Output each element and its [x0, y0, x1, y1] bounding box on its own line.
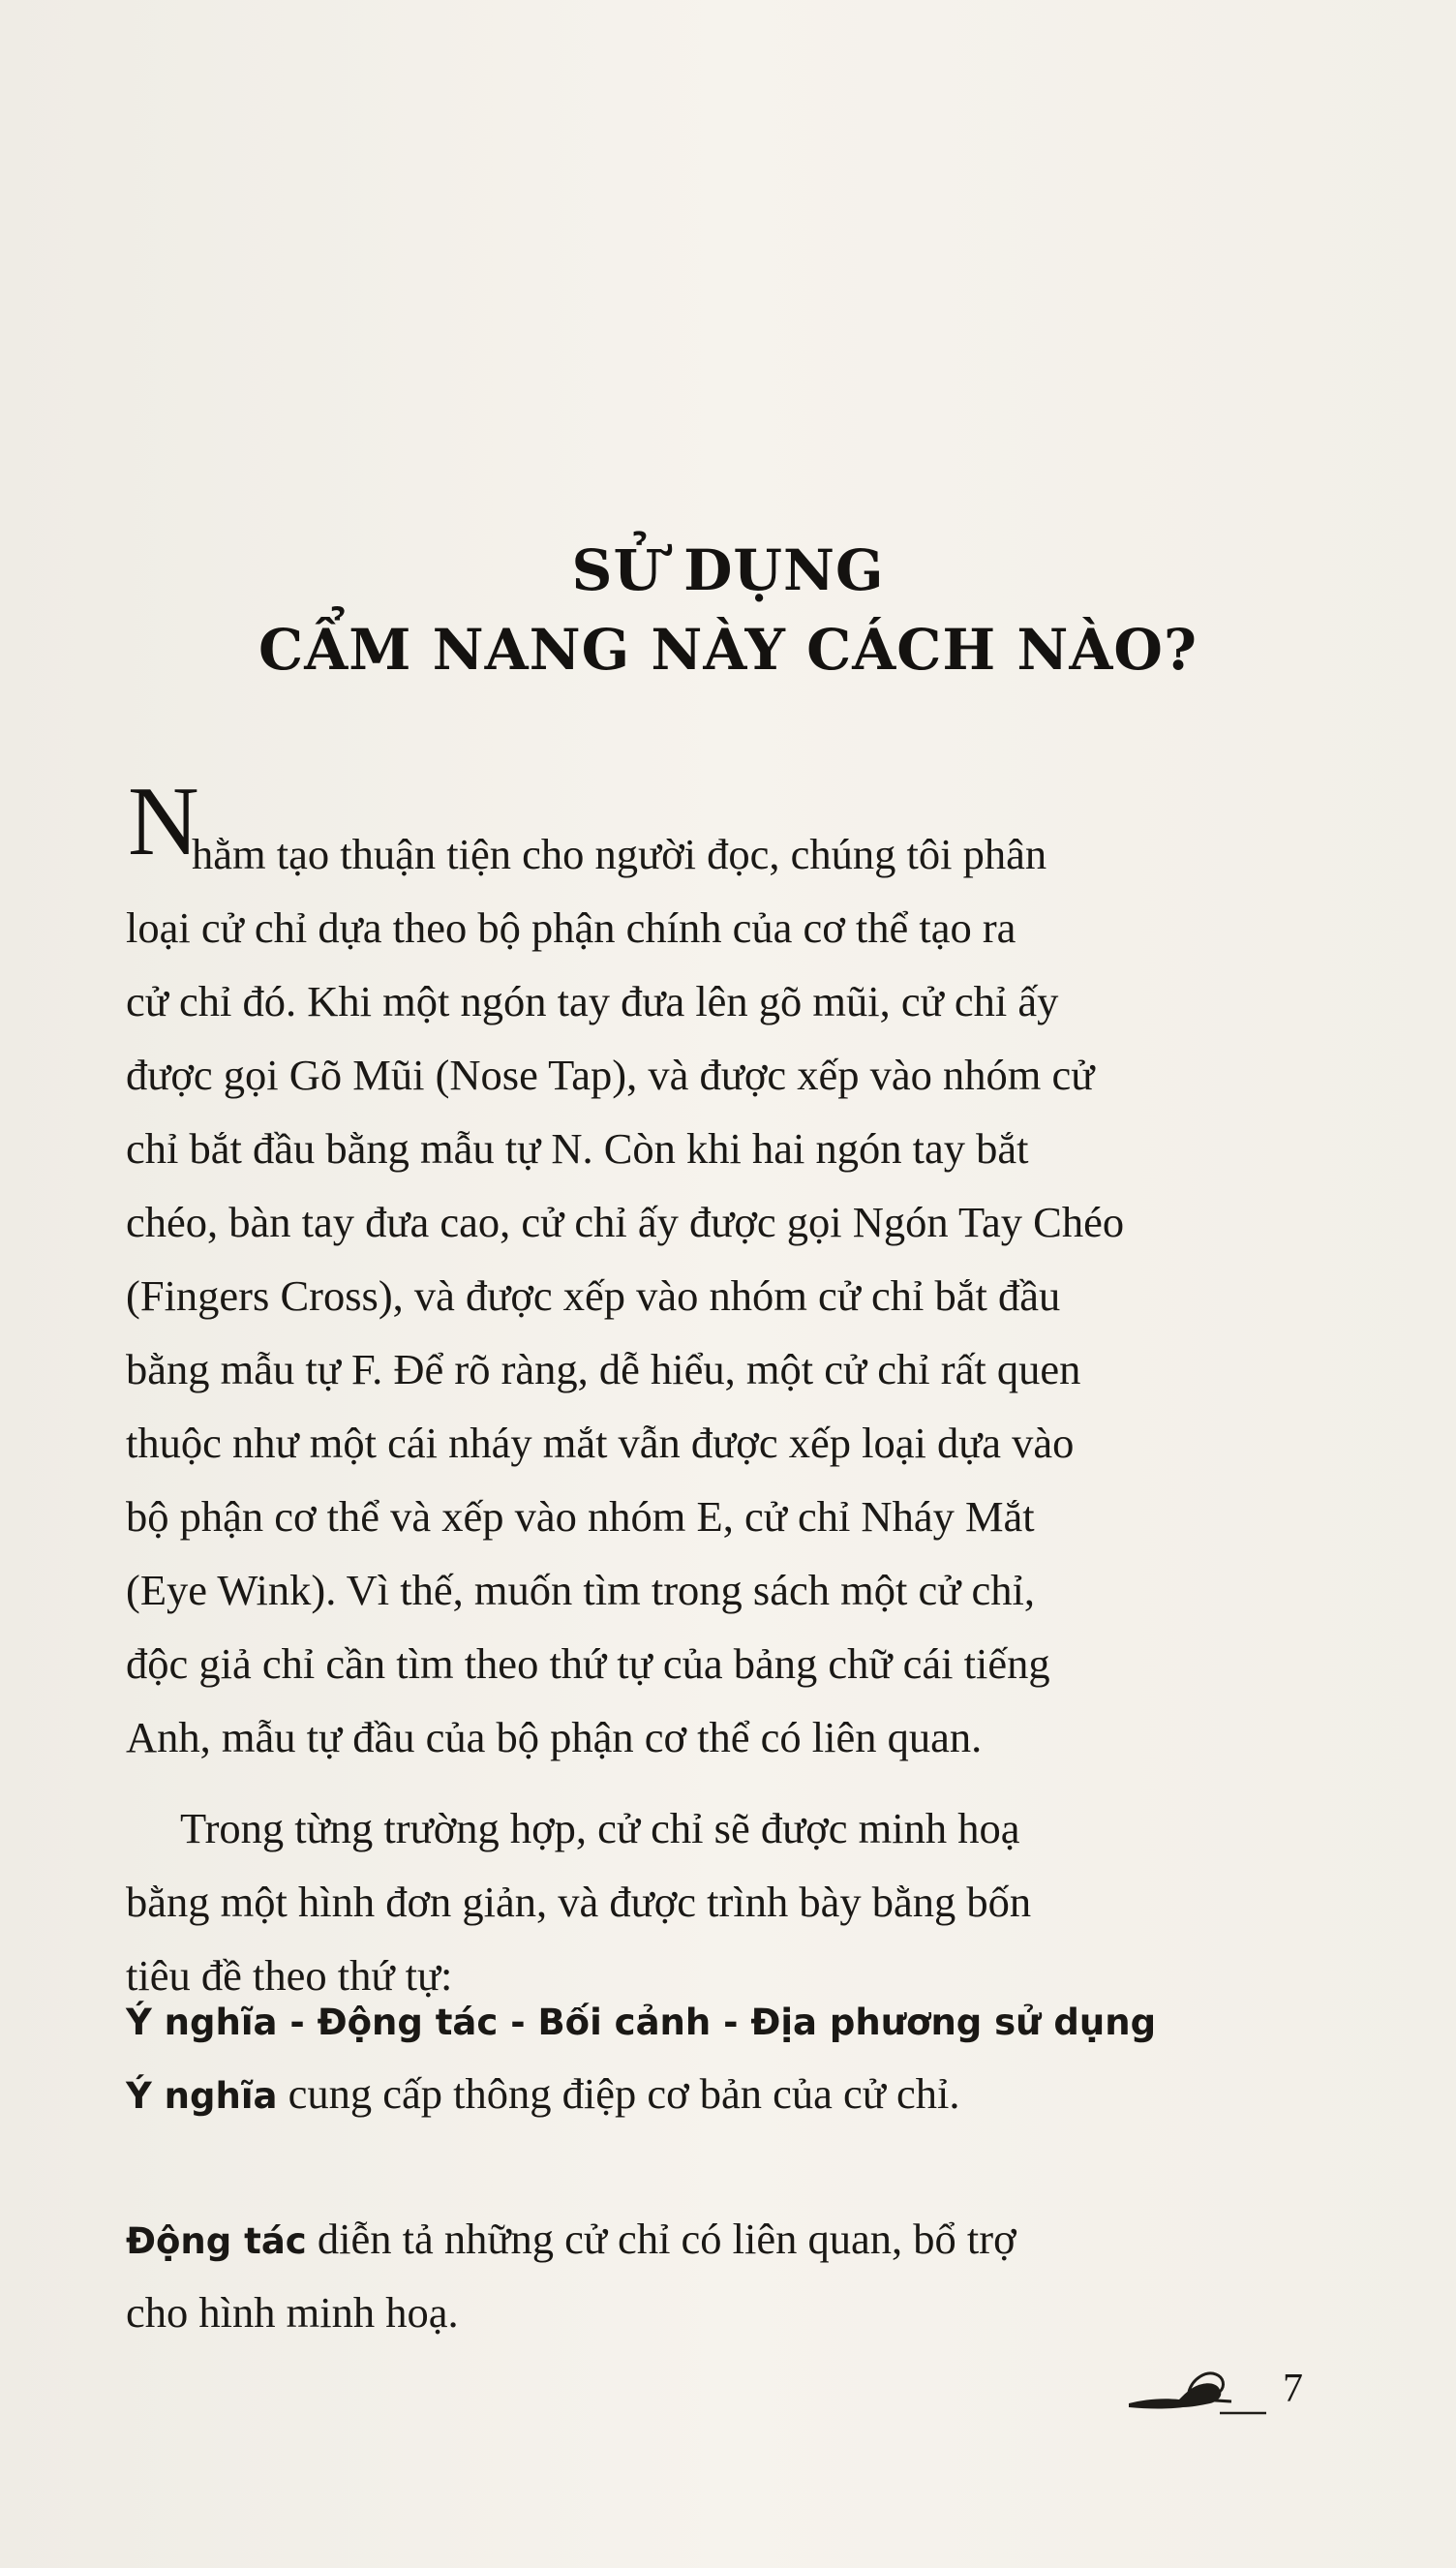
paragraph-1-line-8: bằng mẫu tự F. Để rõ ràng, dễ hiểu, một cử chỉ rất quen: [126, 1345, 1081, 1393]
action-definition: [126, 2217, 1288, 2261]
page-number: 7: [1283, 2367, 1303, 2411]
paragraph-1-line-2: loại cử chỉ dựa theo bộ phận chính của cơ thể tạo ra: [126, 903, 1016, 952]
page-title-line-1: SỬ DỤNG: [571, 537, 885, 603]
drop-cap: N: [128, 767, 199, 876]
paragraph-1-line-1: hằm tạo thuận tiện cho người đọc, chúng tôi phân: [192, 830, 1047, 878]
paragraph-1-line-5: chỉ bắt đầu bằng mẫu tự N. Còn khi hai ngón tay bắt: [126, 1124, 1029, 1173]
hand-ornament-icon: [1123, 2363, 1268, 2421]
paragraph-2-line-2: bằng một hình đơn giản, và được trình bày bằng bốn: [126, 1878, 1032, 1926]
paragraph-1-line-4: được gọi Gõ Mũi (Nose Tap), và được xếp vào nhóm cử: [126, 1051, 1095, 1099]
paragraph-1-line-13: Anh, mẫu tự đầu của bộ phận cơ thể có liên quan.: [126, 1713, 983, 1761]
paragraph-1-line-6: chéo, bàn tay đưa cao, cử chỉ ấy được gọi Ngón Tay Chéo: [126, 1198, 1125, 1246]
headings-list: Ý nghĩa - Động tác - Bối cảnh - Địa phương sử dụng: [126, 2002, 1157, 2043]
paragraph-2-line-1: Trong từng trường hợp, cử chỉ sẽ được minh hoạ: [180, 1804, 1020, 1852]
action-definition-line-2: cho hình minh hoạ.: [126, 2288, 459, 2337]
paragraph-1-line-12: độc giả chỉ cần tìm theo thứ tự của bảng chữ cái tiếng: [126, 1639, 1050, 1688]
action-term: Động tác: [126, 2220, 307, 2262]
paragraph-1-line-11: (Eye Wink). Vì thế, muốn tìm trong sách một cử chỉ,: [126, 1566, 1035, 1614]
meaning-definition: [126, 2069, 1288, 2118]
paragraph-1-line-3: cử chỉ đó. Khi một ngón tay đưa lên gõ mũi, cử chỉ ấy: [126, 977, 1059, 1025]
meaning-text: cung cấp thông điệp cơ bản của cử chỉ.: [277, 2069, 960, 2118]
page-title-line-2: CẨM NANG NÀY CÁCH NÀO?: [258, 617, 1198, 683]
meaning-term: Ý nghĩa: [126, 2075, 278, 2117]
paragraph-2-line-3: tiêu đề theo thứ tự:: [126, 1951, 453, 2000]
paragraph-1-line-10: bộ phận cơ thể và xếp vào nhóm E, cử chỉ Nháy Mắt: [126, 1492, 1035, 1541]
paragraph-1-line-7: (Fingers Cross), và được xếp vào nhóm cử chỉ bắt đầu: [126, 1271, 1061, 1320]
paragraph-1-line-9: thuộc như một cái nháy mắt vẫn được xếp loại dựa vào: [126, 1419, 1075, 1467]
action-text: diễn tả những cử chỉ có liên quan, bổ trợ: [306, 2215, 1016, 2263]
